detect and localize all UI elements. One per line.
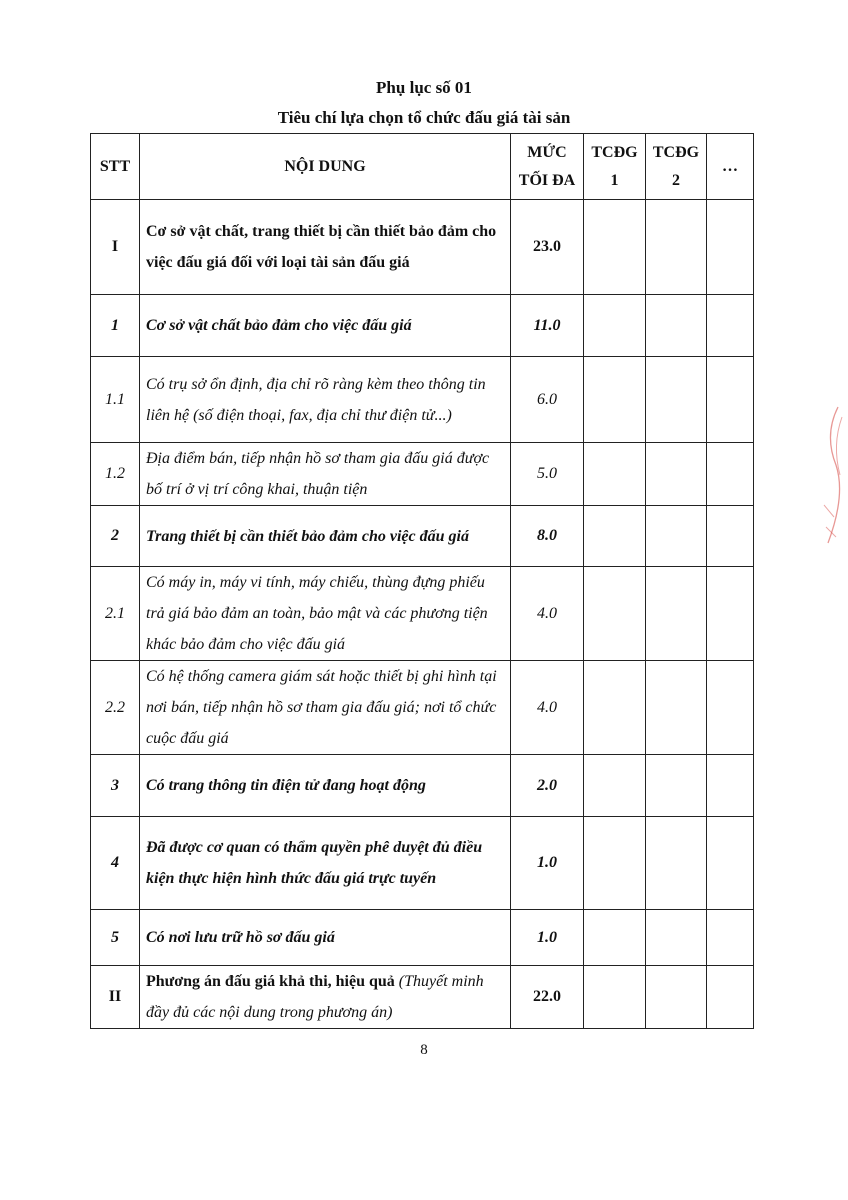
table-row [91, 506, 754, 567]
table-row [91, 966, 754, 1029]
cell-more [707, 357, 754, 443]
table-row [91, 443, 754, 506]
cell-more [707, 817, 754, 910]
cell-org-2 [646, 817, 707, 910]
cell-org-2 [646, 755, 707, 817]
header-org2-line2: 2 [672, 171, 680, 189]
header-max-score [511, 134, 584, 200]
cell-org-1 [584, 357, 646, 443]
cell-more [707, 200, 754, 295]
cell-org-2 [646, 910, 707, 966]
row-stt: 1 [91, 295, 140, 357]
row-max-score: 11.0 [511, 295, 584, 357]
row-max-score: 4.0 [511, 661, 584, 755]
row-content [140, 966, 511, 1029]
cell-org-1 [584, 567, 646, 661]
cell-org-2 [646, 295, 707, 357]
row-max-score: 5.0 [511, 443, 584, 506]
cell-org-2 [646, 661, 707, 755]
table-row [91, 755, 754, 817]
row-max-score: 1.0 [511, 817, 584, 910]
table-row [91, 200, 754, 295]
table-row [91, 295, 754, 357]
header-org-1 [584, 134, 646, 200]
row-content: Có trang thông tin điện tử đang hoạt động [140, 755, 511, 817]
row-stt: I [91, 200, 140, 295]
cell-more [707, 506, 754, 567]
cell-org-2 [646, 567, 707, 661]
header-max-line2: TỐI ĐA [518, 171, 576, 189]
row-stt: 3 [91, 755, 140, 817]
header-org2-line1: TCĐG [652, 143, 700, 161]
cell-org-1 [584, 295, 646, 357]
row-stt: 2 [91, 506, 140, 567]
row-content: Đã được cơ quan có thẩm quyền phê duyệt đủ điều kiện thực hiện hình thức đấu giá trực tuyến [140, 817, 511, 910]
row-stt: II [91, 966, 140, 1029]
page-number: 8 [420, 1042, 428, 1058]
header-more: … [707, 134, 754, 200]
row-stt: 2.1 [91, 567, 140, 661]
row-max-score: 4.0 [511, 567, 584, 661]
row-stt: 1.1 [91, 357, 140, 443]
row-max-score: 22.0 [511, 966, 584, 1029]
table-row [91, 661, 754, 755]
row-content: Cơ sở vật chất, trang thiết bị cần thiết bảo đảm cho việc đấu giá đối với loại tài sản đấu giá [140, 200, 511, 295]
cell-more [707, 443, 754, 506]
cell-more [707, 910, 754, 966]
cell-org-1 [584, 966, 646, 1029]
header-row [91, 134, 754, 200]
appendix-subtitle: Tiêu chí lựa chọn tổ chức đấu giá tài sản [277, 108, 571, 127]
header-content: NỘI DUNG [140, 134, 511, 200]
row-content: Có hệ thống camera giám sát hoặc thiết bị ghi hình tại nơi bán, tiếp nhận hồ sơ tham gia đấu giá; nơi tổ chức cuộc đấu giá [140, 661, 511, 755]
table-row [91, 910, 754, 966]
cell-org-1 [584, 443, 646, 506]
row-stt: 1.2 [91, 443, 140, 506]
row-content: Có nơi lưu trữ hồ sơ đấu giá [140, 910, 511, 966]
row-content: Có máy in, máy vi tính, máy chiếu, thùng đựng phiếu trả giá bảo đảm an toàn, bảo mật và các phương tiện khác bảo đảm cho việc đấu giá [140, 567, 511, 661]
cell-org-2 [646, 200, 707, 295]
row-max-score: 6.0 [511, 357, 584, 443]
header-org-2 [646, 134, 707, 200]
cell-more [707, 567, 754, 661]
row-content-bold: Phương án đấu giá khả thi, hiệu quả [146, 973, 395, 990]
row-content: Có trụ sở ổn định, địa chỉ rõ ràng kèm theo thông tin liên hệ (số điện thoại, fax, địa chỉ thư điện tử...) [140, 357, 511, 443]
cell-org-1 [584, 817, 646, 910]
row-content: Cơ sở vật chất bảo đảm cho việc đấu giá [140, 295, 511, 357]
row-max-score: 8.0 [511, 506, 584, 567]
header-max-line1: MỨC [527, 143, 567, 161]
table-row [91, 567, 754, 661]
cell-org-1 [584, 200, 646, 295]
criteria-table [90, 133, 754, 1029]
cell-more [707, 755, 754, 817]
cell-org-2 [646, 357, 707, 443]
cell-org-1 [584, 910, 646, 966]
cell-org-1 [584, 661, 646, 755]
appendix-title: Phụ lục số 01 [376, 78, 472, 97]
cell-org-2 [646, 966, 707, 1029]
header-stt: STT [91, 134, 140, 200]
cell-org-1 [584, 506, 646, 567]
cell-org-1 [584, 755, 646, 817]
cell-more [707, 295, 754, 357]
row-content-italic: (Thuyết minh đầy đủ các nội dung trong phương án) [146, 973, 484, 1021]
cell-more [707, 966, 754, 1029]
table-row [91, 357, 754, 443]
row-stt: 2.2 [91, 661, 140, 755]
row-max-score: 2.0 [511, 755, 584, 817]
row-content: Trang thiết bị cần thiết bảo đảm cho việc đấu giá [140, 506, 511, 567]
table-row [91, 817, 754, 910]
header-org1-line2: 1 [610, 171, 619, 189]
red-stamp-edge-mark [818, 405, 844, 545]
row-stt: 5 [91, 910, 140, 966]
cell-org-2 [646, 506, 707, 567]
row-max-score: 23.0 [511, 200, 584, 295]
cell-more [707, 661, 754, 755]
row-content: Địa điểm bán, tiếp nhận hồ sơ tham gia đấu giá được bố trí ở vị trí công khai, thuận tiện [140, 443, 511, 506]
row-max-score: 1.0 [511, 910, 584, 966]
row-stt: 4 [91, 817, 140, 910]
header-org1-line1: TCĐG [591, 143, 638, 161]
cell-org-2 [646, 443, 707, 506]
